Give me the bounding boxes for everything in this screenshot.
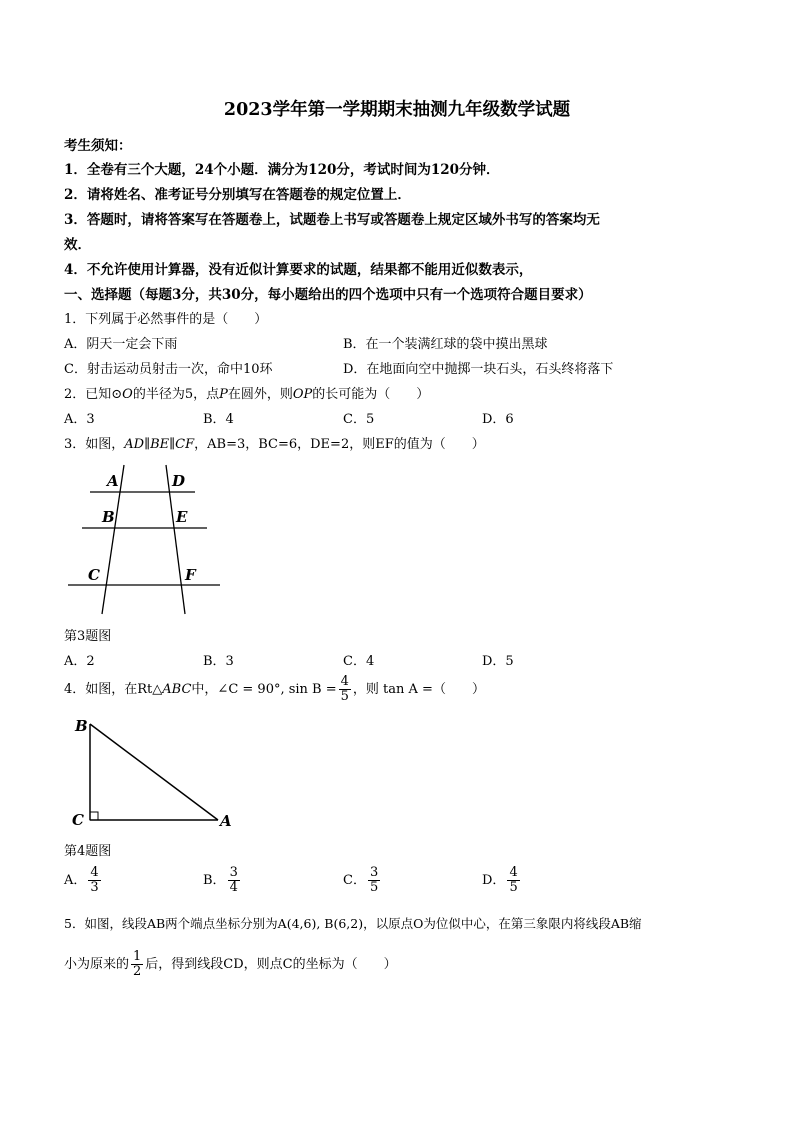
section-heading: 一、选择题（每题3分，共30分，每小题给出的四个选项中只有一个选项符合题目要求） xyxy=(64,287,592,303)
q3-option-c: C．4 xyxy=(343,654,375,669)
q2-stem: 2．已知⊙O的半径为5，点P在圆外，则OP的长可能为（ ） xyxy=(64,387,430,402)
q1-option-b: B．在一个装满红球的袋中摸出黑球 xyxy=(343,337,548,352)
label-c: C xyxy=(72,811,84,829)
q4-option-b: B． $\frac{3}{4}$ xyxy=(203,865,238,895)
q4-option-d: D． $\frac{4}{5}$ xyxy=(482,865,518,895)
notice-item: 效． xyxy=(64,237,91,253)
q4-option-a: A． $\frac{4}{3}$ xyxy=(64,865,99,895)
q5-line1: 5．如图，线段AB两个端点坐标分别为A(4,6), B(6,2)，以原点O为位似中心，在第三象限内将线段AB缩 xyxy=(64,916,642,931)
q4-figure xyxy=(68,712,238,834)
q3-stem: 3．如图，AD∥BE∥CF，AB=3，BC=6，DE=2，则EF的值为（ ） xyxy=(64,437,485,452)
label-c: C xyxy=(88,566,100,584)
q1-option-d: D．在地面向空中抛掷一块石头，石头终将落下 xyxy=(343,362,614,377)
q2-option-b: B．4 xyxy=(203,412,234,427)
q3-figure xyxy=(60,462,230,622)
label-d: D xyxy=(172,472,186,490)
label-e: E xyxy=(176,508,188,526)
notice-heading: 考生须知： xyxy=(64,138,132,154)
q4-stem: 4．如图，在Rt△ABC中，∠C = 90°, sin B = $\frac{4}{5}$ ，则 tan A =（ ） xyxy=(64,674,485,704)
right-angle-mark xyxy=(90,812,98,820)
notice-item: 2．请将姓名、准考证号分别填写在答题卷的规定位置上． xyxy=(64,187,411,203)
q5-line2: 小为原来的 $\frac{1}{2}$ 后，得到线段CD，则点C的坐标为（ ） xyxy=(64,949,397,979)
q2-option-c: C．5 xyxy=(343,412,375,427)
q1-option-c: C．射击运动员射击一次，命中10环 xyxy=(64,362,273,377)
notice-item: 4．不允许使用计算器，没有近似计算要求的试题，结果都不能用近似数表示， xyxy=(64,262,533,278)
page-title: 2023学年第一学期期末抽测九年级数学试题 xyxy=(223,100,571,120)
label-b: B xyxy=(75,717,88,735)
q4-option-c: C． $\frac{3}{5}$ xyxy=(343,865,379,895)
notice-item: 1．全卷有三个大题，24个小题．满分为120分，考试时间为120分钟． xyxy=(64,162,500,178)
side-ab xyxy=(90,724,218,820)
q3-option-d: D．5 xyxy=(482,654,514,669)
q4-caption: 第4题图 xyxy=(64,844,112,859)
q3-option-a: A．2 xyxy=(64,654,95,669)
q1-option-a: A．阴天一定会下雨 xyxy=(64,337,178,352)
label-b: B xyxy=(102,508,115,526)
q2-option-a: A．3 xyxy=(64,412,95,427)
label-a: A xyxy=(107,472,119,490)
q2-option-d: D．6 xyxy=(482,412,514,427)
label-f: F xyxy=(185,566,196,584)
label-a: A xyxy=(220,812,232,830)
q1-stem: 1．下列属于必然事件的是（ ） xyxy=(64,312,268,327)
q3-caption: 第3题图 xyxy=(64,629,112,644)
q3-option-b: B．3 xyxy=(203,654,234,669)
notice-item: 3．答题时，请将答案写在答题卷上，试题卷上书写或答题卷上规定区域外书写的答案均无 xyxy=(64,212,600,228)
